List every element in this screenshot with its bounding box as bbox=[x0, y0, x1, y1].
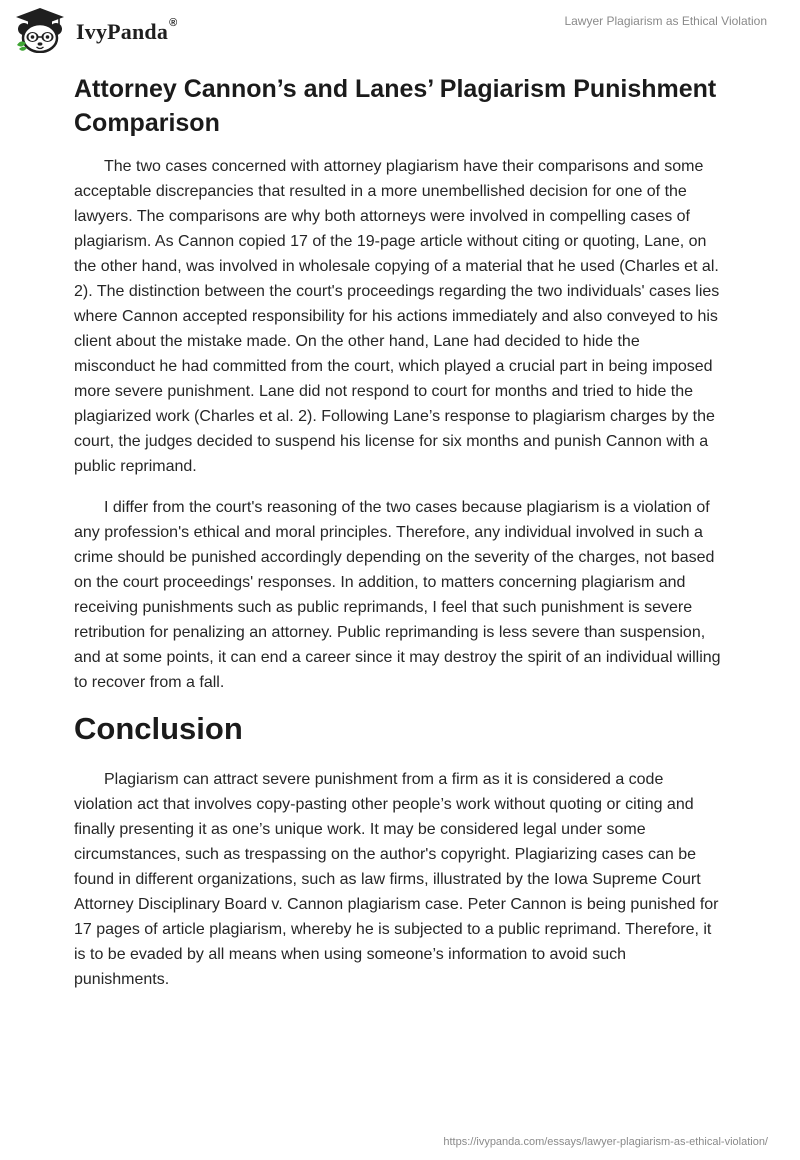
conclusion-paragraph: Plagiarism can attract severe punishment from a firm as it is considered a code violation act that involves copy-pasting other people’s work without quoting or citing and finally presenting it as one’s unique work. It may be considered legal under some circumstances, such as trespassing on the author's copyright. Plagiarizing cases can be found in different organizations, such as law firms, illustrated by the Iowa Supreme Court Attorney Disciplinary Board v. Cannon plagiarism case. Peter Cannon is being punished for 17 pages of article plagiarism, whereby he is subjected to a public reprimand. Therefore, it is to be evaded by all means when using someone’s information to avoid such punishments. bbox=[74, 771, 719, 988]
essay-content bbox=[74, 72, 724, 1008]
panda-graduate-icon bbox=[14, 7, 66, 53]
brand-name: IvyPanda® bbox=[76, 17, 178, 44]
section-title-conclusion: Conclusion bbox=[74, 711, 243, 746]
section-title-comparison: Attorney Cannon’s and Lanes’ Plagiarism Punishment Comparison bbox=[74, 75, 717, 137]
comparison-paragraph-2: I differ from the court's reasoning of the two cases because plagiarism is a violation of any profession's ethical and moral principles. Therefore, any individual involved in such a crime should be punished accordingly depending on the severity of the charges, not based on the court proceedings' responses. In addition, to matters concerning plagiarism and receiving punishments such as public reprimands, I feel that such punishment is severe retribution for penalizing an attorney. Public reprimanding is less severe than suspension, and at some points, it can end a career since it may destroy the spirit of an individual willing to recover from a fall. bbox=[74, 499, 721, 691]
running-title: Lawyer Plagiarism as Ethical Violation bbox=[564, 14, 767, 28]
comparison-paragraph-1: The two cases concerned with attorney plagiarism have their comparisons and some acceptable discrepancies that resulted in a more unembellished decision for one of the lawyers. The comparisons are why both attorneys were involved in compelling cases of plagiarism. As Cannon copied 17 of the 19-page article without citing or quoting, Lane, on the other hand, was involved in wholesale copying of a material that he used (Charles et al. 2). The distinction between the court's proceedings regarding the two individuals' cases lies where Cannon accepted responsibility for his actions immediately and also conveyed to his client about the mistake made. On the other hand, Lane had decided to hide the misconduct he had committed from the court, which played a crucial part in being imposed more severe punishment. Lane did not respond to court for months and tried to hide the plagiarized work (Charles et al. 2). Following Lane’s response to plagiarism charges by the court, the judges decided to suspend his license for six months and punish Cannon with a public reprimand. bbox=[74, 158, 720, 475]
source-url[interactable]: https://ivypanda.com/essays/lawyer-plagiarism-as-ethical-violation/ bbox=[443, 1136, 768, 1148]
brand-logo[interactable] bbox=[14, 7, 177, 53]
page-header bbox=[0, 0, 800, 60]
registered-mark: ® bbox=[169, 17, 178, 29]
